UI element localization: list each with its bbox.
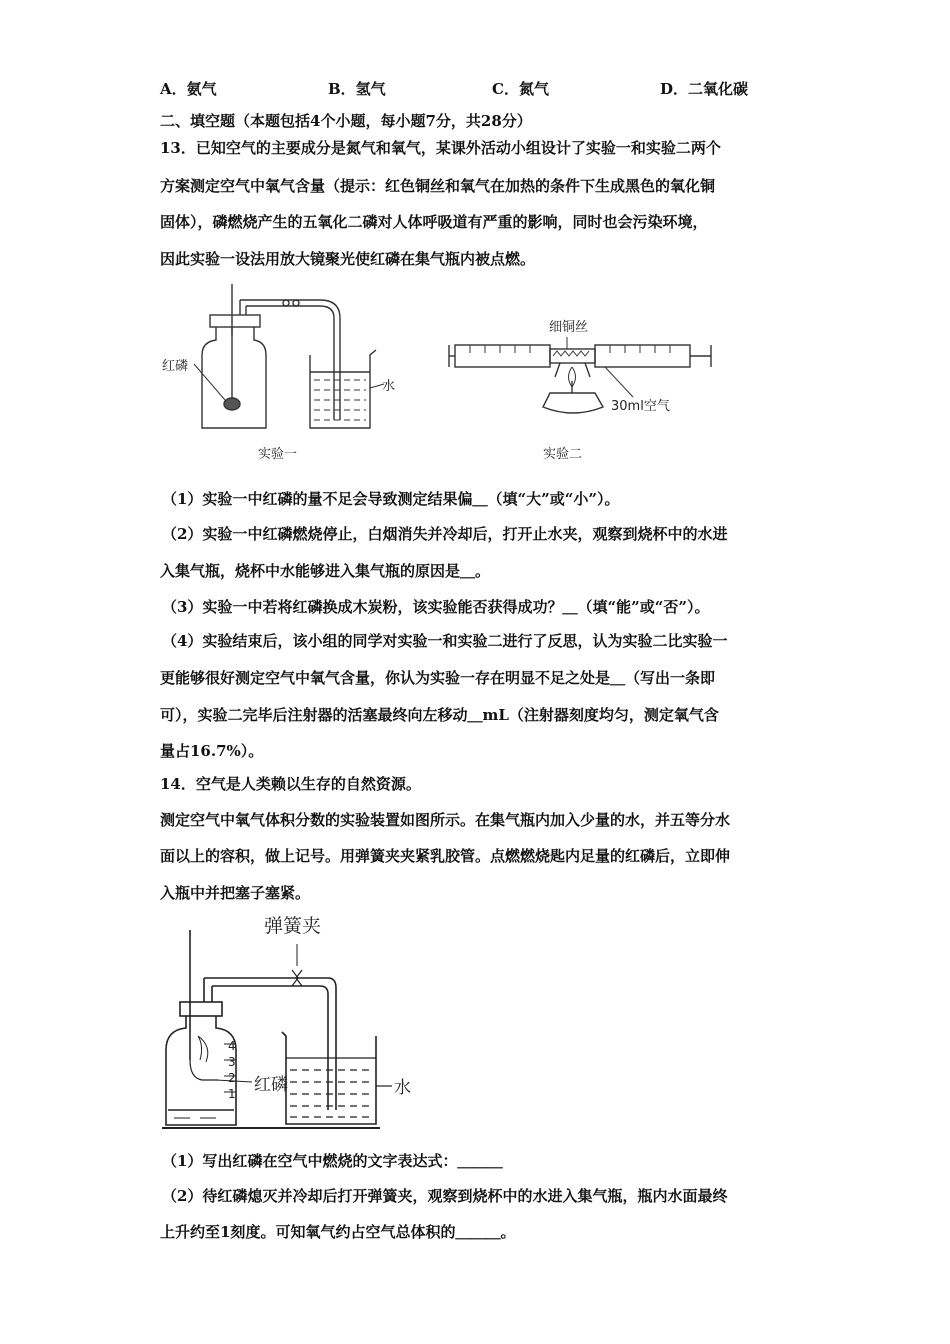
q14-line: 入瓶中并把塞子塞紧。 <box>160 884 311 902</box>
q13-line: 方案测定空气中氧气含量（提示：红色铜丝和氧气在加热的条件下生成黑色的氧化铜 <box>160 177 716 195</box>
q13-subquestion: 入集气瓶，烧杯中水能够进入集气瓶的原因是＿。 <box>160 562 491 580</box>
scale-mark-1: 1 <box>228 1087 236 1101</box>
option-a: A．氨气 <box>160 80 217 98</box>
red-phosphorus-label: 红磷 <box>162 359 189 374</box>
option-d: D．二氧化碳 <box>660 80 749 98</box>
q13-line: 因此实验一设法用放大镜聚光使红磷在集气瓶内被点燃。 <box>160 250 536 268</box>
q13-subquestion: （3）实验一中若将红磷换成木炭粉，该实验能否获得成功？＿（填“能”或“否”）。 <box>162 598 710 616</box>
q13-line: 13．已知空气的主要成分是氮气和氧气，某课外活动小组设计了实验一和实验二两个 <box>160 139 721 157</box>
q13-subquestion: 可），实验二完毕后注射器的活塞最终向左移动＿mL（注射器刻度均匀，测定氧气含 <box>160 706 719 724</box>
experiment-one-caption: 实验一 <box>258 447 298 462</box>
q14-subquestion: 上升约至1刻度。可知氧气约占空气总体积的＿＿＿。 <box>160 1223 516 1241</box>
q13-subquestion: 更能够很好测定空气中氧气含量，你认为实验一存在明显不足之处是＿（写出一条即 <box>160 669 716 687</box>
experiment-two-caption: 实验二 <box>543 447 583 462</box>
scale-mark-3: 3 <box>228 1055 236 1069</box>
air-volume-label: 30ml空气 <box>611 399 670 414</box>
q13-subquestion: （1）实验一中红磷的量不足会导致测定结果偏＿（填“大”或“小”）。 <box>162 490 620 508</box>
q13-line: 固体），磷燃烧产生的五氧化二磷对人体呼吸道有严重的影响，同时也会污染环境， <box>160 213 708 231</box>
option-b: B．氢气 <box>328 80 386 98</box>
section-title: 二、填空题（本题包括4个小题，每小题7分，共28分） <box>160 112 532 130</box>
spring-clip-label: 弹簧夹 <box>264 915 322 937</box>
q14-subquestion: （1）写出红磷在空气中燃烧的文字表达式：＿＿＿ <box>162 1152 503 1170</box>
copper-wire-label: 细铜丝 <box>549 320 589 335</box>
oxygen-measurement-apparatus <box>160 910 420 1140</box>
scale-mark-4: 4 <box>228 1039 236 1053</box>
q14-line: 14．空气是人类赖以生存的自然资源。 <box>160 775 421 793</box>
scale-mark-2: 2 <box>228 1071 236 1085</box>
experiment-one-diagram <box>160 280 400 465</box>
water-label: 水 <box>394 1078 411 1098</box>
q14-subquestion: （2）待红磷熄灭并冷却后打开弹簧夹，观察到烧杯中的水进入集气瓶，瓶内水面最终 <box>162 1187 728 1205</box>
q14-line: 测定空气中氧气体积分数的实验装置如图所示。在集气瓶内加入少量的水，并五等分水 <box>160 811 731 829</box>
q13-subquestion: （4）实验结束后，该小组的同学对实验一和实验二进行了反思，认为实验二比实验一 <box>162 632 728 650</box>
q13-subquestion: 量占16.7%）。 <box>160 742 264 760</box>
red-phosphorus-label: 红磷 <box>254 1075 288 1095</box>
experiment-two-diagram <box>445 315 725 465</box>
water-label: 水 <box>382 379 396 394</box>
option-c: C．氮气 <box>492 80 549 98</box>
q13-subquestion: （2）实验一中红磷燃烧停止，白烟消失并冷却后，打开止水夹，观察到烧杯中的水进 <box>162 525 728 543</box>
q14-line: 面以上的容积，做上记号。用弹簧夹夹紧乳胶管。点燃燃烧匙内足量的红磷后，立即伸 <box>160 847 731 865</box>
